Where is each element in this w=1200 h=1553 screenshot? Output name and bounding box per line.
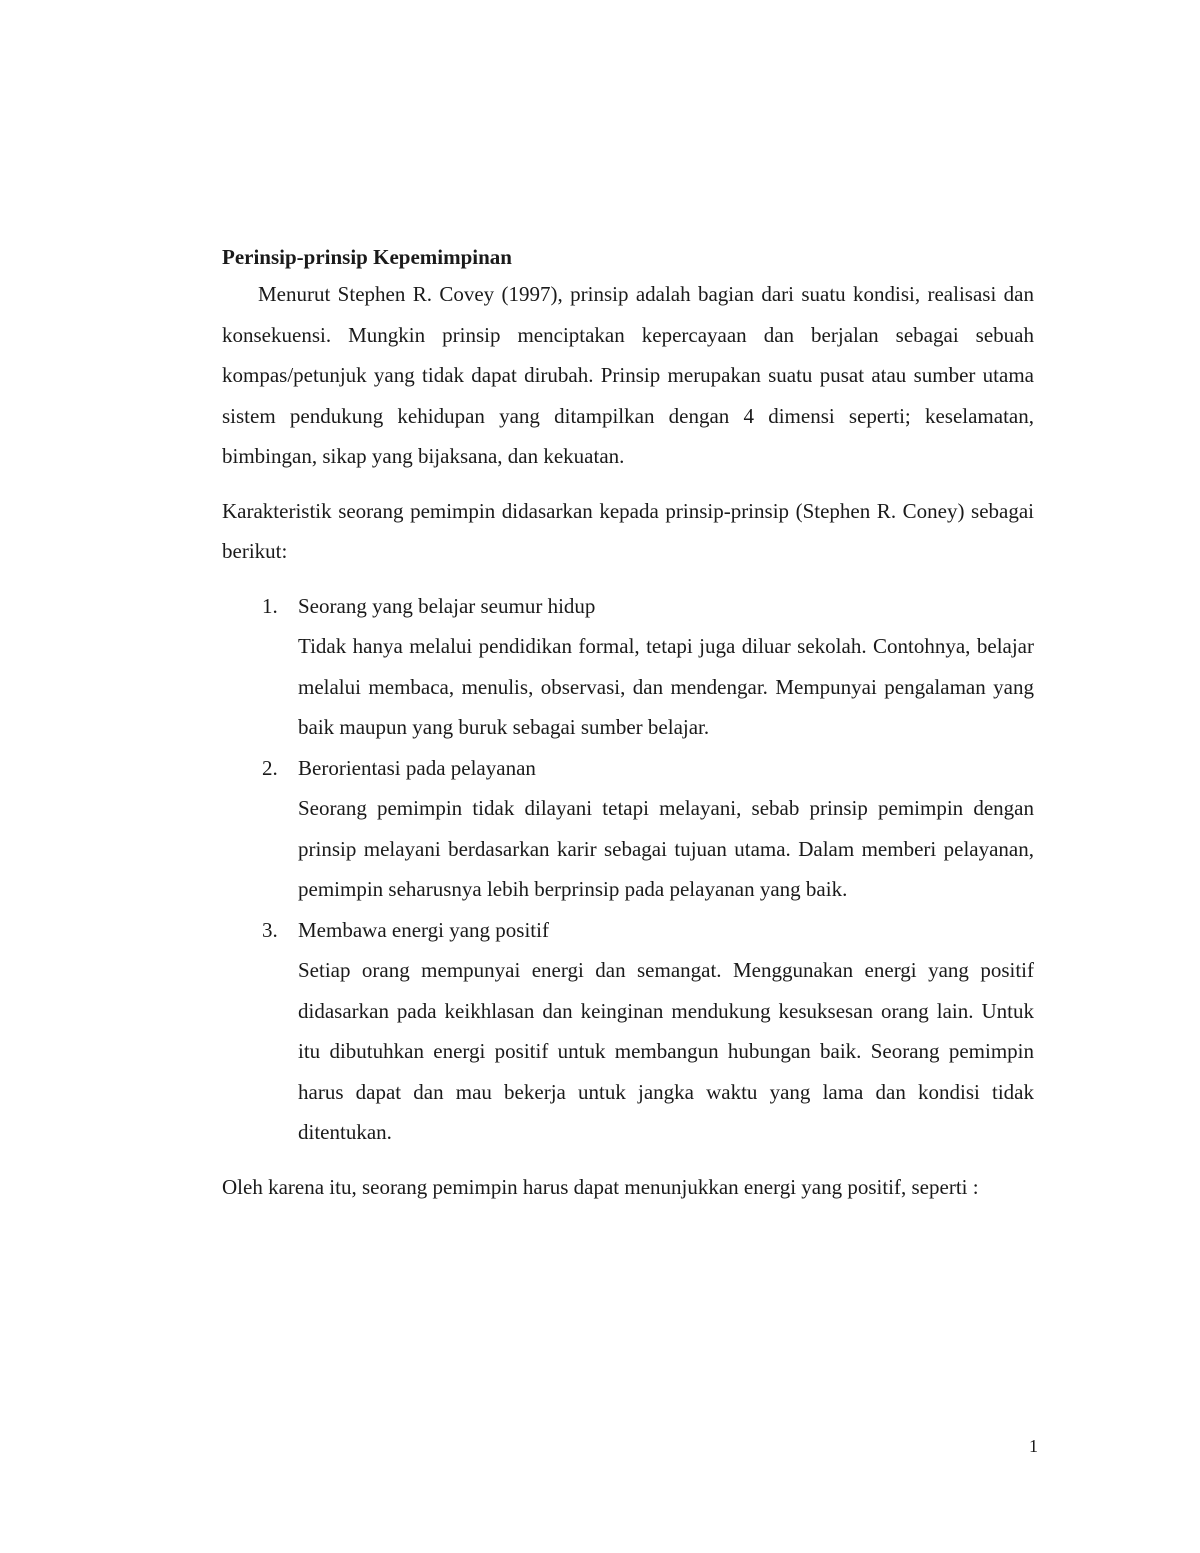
page-number: 1 bbox=[1029, 1436, 1038, 1456]
list-item-body: Seorang pemimpin tidak dilayani tetapi melayani, sebab prinsip pemimpin dengan prinsip melayani berdasarkan karir sebagai tujuan utama. Dalam memberi pelayanan, pemimpin seharusnya lebih berprinsip pada pelayanan yang baik. bbox=[298, 796, 1034, 901]
list-item-body: Setiap orang mempunyai energi dan semangat. Menggunakan energi yang positif didasarkan pada keikhlasan dan keinginan mendukung kesuksesan orang lain. Untuk itu dibutuhkan energi positif untuk membangun hubungan baik. Seorang pemimpin harus dapat dan mau bekerja untuk jangka waktu yang lama dan kondisi tidak ditentukan. bbox=[298, 958, 1034, 1144]
list-item-number: 1. bbox=[262, 593, 278, 618]
list-item bbox=[222, 910, 1034, 1153]
list-item-number: 2. bbox=[262, 755, 278, 780]
characteristics-list bbox=[222, 586, 1034, 1153]
list-item bbox=[222, 748, 1034, 910]
characteristics-intro-paragraph: Karakteristik seorang pemimpin didasarkan kepada prinsip-prinsip (Stephen R. Coney) sebagai berikut: bbox=[222, 498, 1034, 563]
section-heading: Perinsip-prinsip Kepemimpinan bbox=[222, 245, 512, 269]
list-item bbox=[222, 586, 1034, 748]
list-item-number: 3. bbox=[262, 917, 278, 942]
list-item-title: Seorang yang belajar seumur hidup bbox=[298, 593, 596, 618]
list-item-title: Membawa energi yang positif bbox=[298, 917, 549, 942]
document-content bbox=[222, 240, 1034, 1207]
closing-paragraph: Oleh karena itu, seorang pemimpin harus dapat menunjukkan energi yang positif, seperti : bbox=[222, 1174, 979, 1199]
intro-paragraph: Menurut Stephen R. Covey (1997), prinsip adalah bagian dari suatu kondisi, realisasi dan konsekuensi. Mungkin prinsip menciptakan kepercayaan dan berjalan sebagai sebuah kompas/petunjuk yang tidak dapat dirubah. Prinsip merupakan suatu pusat atau sumber utama sistem pendukung kehidupan yang ditampilkan dengan 4 dimensi seperti; keselamatan, bimbingan, sikap yang bijaksana, dan kekuatan. bbox=[222, 282, 1034, 468]
list-item-title: Berorientasi pada pelayanan bbox=[298, 755, 536, 780]
list-item-body: Tidak hanya melalui pendidikan formal, tetapi juga diluar sekolah. Contohnya, belajar melalui membaca, menulis, observasi, dan mendengar. Mempunyai pengalaman yang baik maupun yang buruk sebagai sumber belajar. bbox=[298, 634, 1034, 739]
